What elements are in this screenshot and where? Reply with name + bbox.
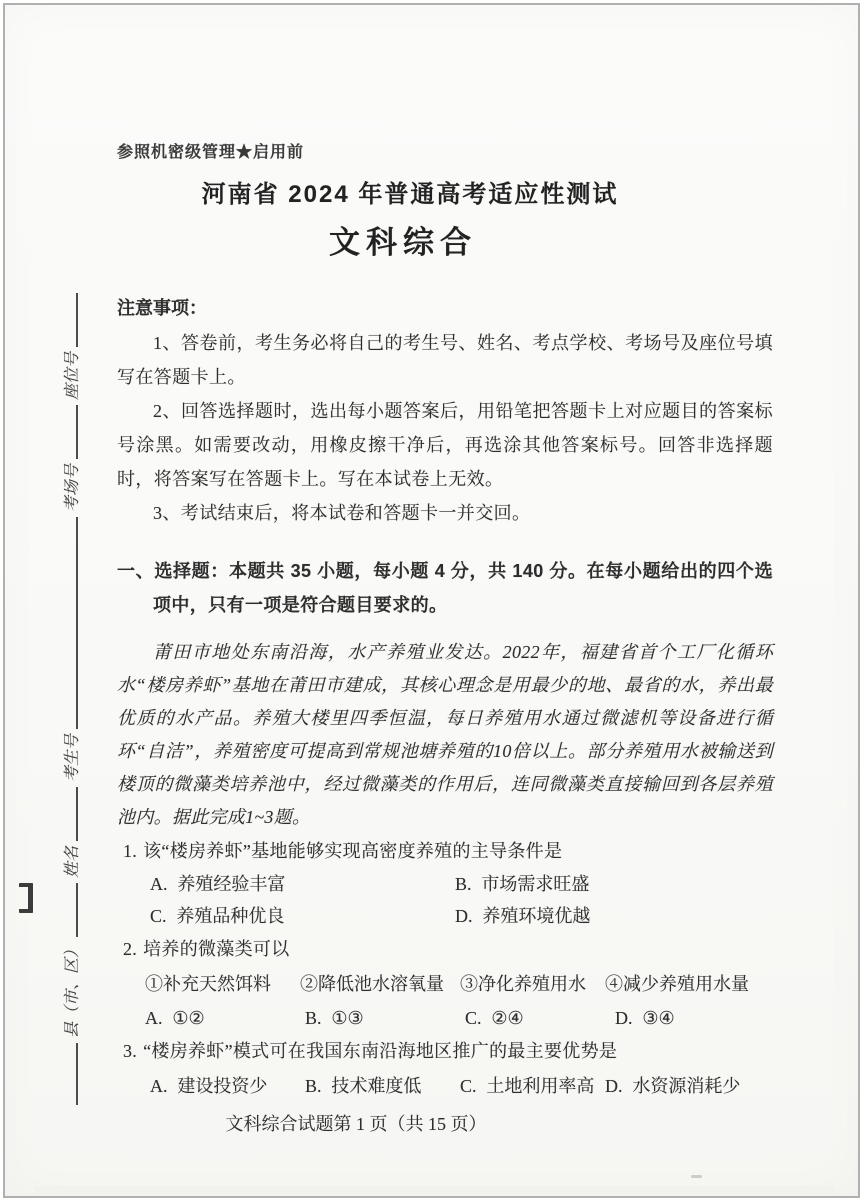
option-text: 技术难度低 bbox=[331, 1076, 422, 1096]
question-number: 2. bbox=[123, 939, 138, 959]
option-a bbox=[150, 1070, 305, 1102]
option-label: A. bbox=[150, 874, 168, 894]
option-text: 建设投资少 bbox=[177, 1076, 268, 1096]
option-d bbox=[615, 1002, 773, 1034]
option-label: B. bbox=[305, 1008, 322, 1028]
question-2-options bbox=[117, 1002, 773, 1034]
option-b bbox=[305, 1070, 460, 1102]
notice-item-1: 1、答卷前，考生务必将自己的考生号、姓名、考点学校、考场号及座位号填写在答题卡上。 bbox=[117, 333, 773, 387]
option-label: C. bbox=[150, 906, 167, 926]
option-label: D. bbox=[455, 906, 473, 926]
notice-item-3: 3、考试结束后，将本试卷和答题卡一并交回。 bbox=[153, 503, 531, 523]
option-text: ②④ bbox=[491, 1008, 524, 1028]
option-b bbox=[455, 868, 773, 900]
subject-title: 文科综合 bbox=[329, 225, 477, 260]
option-text: 养殖环境优越 bbox=[482, 906, 591, 926]
question-1-options bbox=[117, 868, 773, 932]
option-text: ①② bbox=[172, 1008, 205, 1028]
question-number: 1. bbox=[123, 841, 138, 861]
option-c bbox=[150, 900, 455, 932]
question-2 bbox=[117, 932, 773, 1034]
page-footer: 文科综合试题第 1 页（共 15 页） bbox=[225, 1114, 487, 1134]
option-a bbox=[145, 1002, 305, 1034]
question-text: 培养的微藻类可以 bbox=[143, 939, 290, 959]
option-text: ①③ bbox=[331, 1008, 364, 1028]
question-3-stem bbox=[117, 1034, 773, 1068]
seal-blank-line bbox=[76, 405, 78, 459]
option-label: B. bbox=[305, 1076, 322, 1096]
question-1-stem bbox=[117, 834, 773, 868]
option-label: D. bbox=[605, 1076, 623, 1096]
option-text: 水资源消耗少 bbox=[632, 1076, 741, 1096]
option-text: 市场需求旺盛 bbox=[481, 874, 590, 894]
seal-blank-line bbox=[76, 517, 78, 729]
option-label: D. bbox=[615, 1008, 633, 1028]
scan-frame bbox=[3, 3, 860, 1198]
question-3 bbox=[117, 1034, 773, 1102]
question-2-stem bbox=[117, 932, 773, 966]
option-c bbox=[465, 1002, 615, 1034]
seal-blank-line bbox=[76, 293, 78, 347]
option-label: C. bbox=[465, 1008, 482, 1028]
seal-line bbox=[49, 180, 83, 1105]
numbered-item-3: ③净化养殖用水 bbox=[460, 974, 586, 994]
numbered-item-1: ①补充天然饵料 bbox=[145, 974, 271, 994]
seal-field-name: 姓名 bbox=[64, 845, 81, 878]
option-label: A. bbox=[145, 1008, 163, 1028]
seal-blank-line bbox=[76, 1043, 78, 1105]
option-a bbox=[150, 868, 455, 900]
scan-artifact-strip bbox=[35, 1186, 835, 1195]
numbered-item-4: ④减少养殖用水量 bbox=[605, 974, 749, 994]
question-text: “楼房养虾”模式可在我国东南沿海地区推广的最主要优势是 bbox=[143, 1041, 618, 1061]
seal-blank-line bbox=[76, 883, 78, 937]
option-b bbox=[305, 1002, 465, 1034]
question-number: 3. bbox=[123, 1041, 138, 1061]
option-text: ③④ bbox=[642, 1008, 675, 1028]
question-2-numbered-items bbox=[117, 968, 773, 1000]
numbered-item-2: ②降低池水溶氧量 bbox=[300, 974, 444, 994]
question-1 bbox=[117, 834, 773, 932]
seal-field-candidate-number: 考生号 bbox=[64, 733, 81, 782]
option-text: 养殖品种优良 bbox=[176, 906, 285, 926]
notice-item-2: 2、回答选择题时，选出每小题答案后，用铅笔把答题卡上对应题目的答案标号涂黑。如需要改动，用橡皮擦干净后，再选涂其他答案标号。回答非选择题时，将答案写在答题卡上。写在本试卷上无效。 bbox=[117, 401, 773, 489]
option-c bbox=[460, 1070, 605, 1102]
binding-bracket-mark bbox=[19, 883, 33, 913]
option-label: C. bbox=[460, 1076, 477, 1096]
reading-passage: 莆田市地处东南沿海，水产养殖业发达。2022年，福建省首个工厂化循环水“楼房养虾”基地在莆田市建成，其核心理念是用最少的地、最省的水，养出最优质的水产品。养殖大楼里四季恒温，每日养殖用水通过微滤机等设备进行循环“自洁”，养殖密度可提高到常规池塘养殖的10倍以上。部分养殖用水被输送到楼顶的微藻类培养池中，经过微藻类的作用后，连同微藻类直接输回到各层养殖池内。据此完成1~3题。 bbox=[117, 642, 773, 827]
notice-heading: 注意事项： bbox=[117, 298, 207, 318]
option-text: 养殖经验丰富 bbox=[177, 874, 286, 894]
option-d bbox=[605, 1070, 773, 1102]
option-text: 土地利用率高 bbox=[486, 1076, 595, 1096]
seal-blank-line bbox=[76, 787, 78, 841]
option-label: A. bbox=[150, 1076, 168, 1096]
option-label: B. bbox=[455, 874, 472, 894]
seal-field-seat-number: 座位号 bbox=[64, 351, 81, 400]
page-content bbox=[117, 5, 773, 1136]
seal-field-county: 县（市、区） bbox=[64, 941, 81, 1038]
question-text: 该“楼房养虾”基地能够实现高密度养殖的主导条件是 bbox=[143, 841, 563, 861]
option-d bbox=[455, 900, 773, 932]
exam-title: 河南省 2024 年普通高考适应性测试 bbox=[201, 181, 619, 208]
question-3-options bbox=[117, 1070, 773, 1102]
section-heading: 一、选择题：本题共 35 小题，每小题 4 分，共 140 分。在每小题给出的四个选项中，只有一项是符合题目要求的。 bbox=[117, 561, 773, 615]
seal-field-room-number: 考场号 bbox=[64, 463, 81, 512]
security-classification-notice: 参照机密级管理★启用前 bbox=[117, 144, 305, 161]
scan-artifact-dash bbox=[691, 1175, 702, 1178]
